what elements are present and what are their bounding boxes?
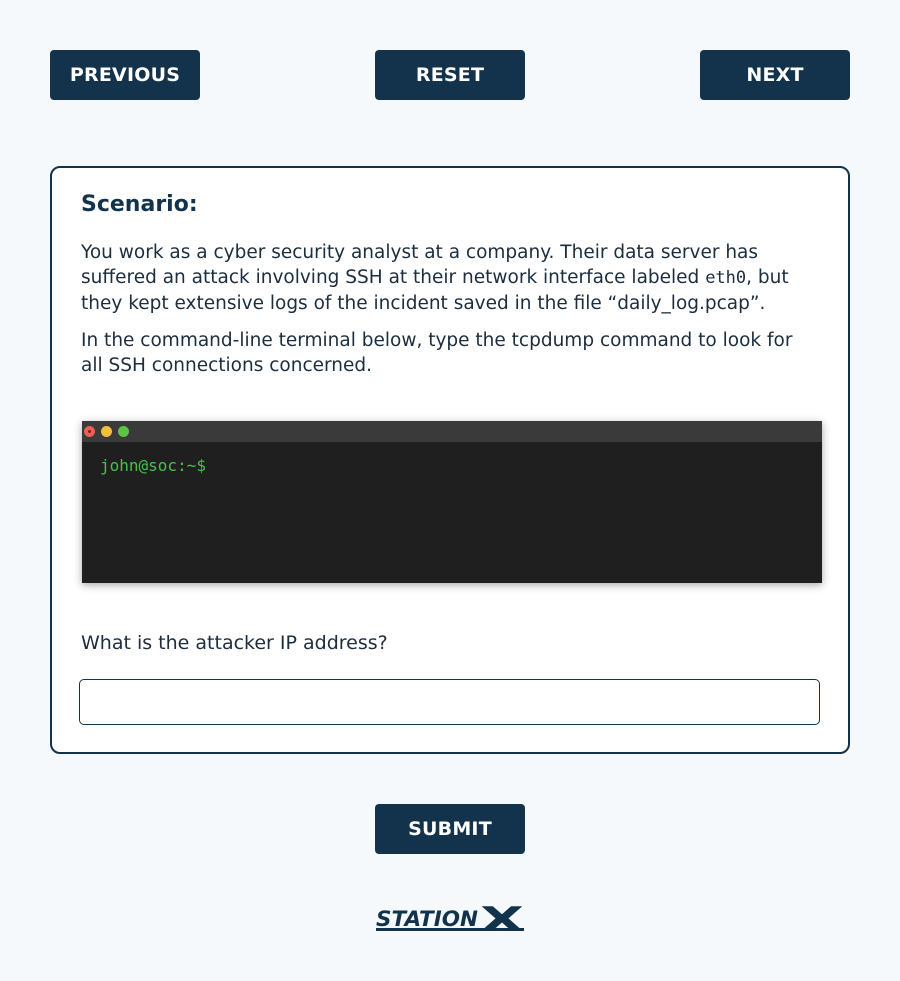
terminal-window[interactable] <box>82 421 822 583</box>
scenario-description <box>81 240 811 316</box>
scenario-card <box>50 166 850 754</box>
maximize-icon <box>118 426 129 437</box>
question-label: What is the attacker IP address? <box>81 632 388 654</box>
terminal-prompt: john@soc:~$ <box>100 456 206 475</box>
logo-x-mark: X <box>480 902 524 934</box>
scenario-text-start: You work as a cyber security analyst at a company. Their data server has suffered an attack involving SSH at their network interface labeled <box>81 242 759 288</box>
next-button[interactable]: NEXT <box>700 50 850 100</box>
answer-input[interactable] <box>79 679 820 725</box>
logo-text: STATION <box>376 907 479 931</box>
scenario-text-end: , but they kept extensive logs of the incident saved in the file “daily_log.pcap”. <box>81 267 789 314</box>
reset-button[interactable]: RESET <box>375 50 525 100</box>
scenario-instruction: In the command-line terminal below, type the tcpdump command to look for all SSH connections concerned. <box>81 330 793 376</box>
stationx-logo <box>376 902 526 934</box>
previous-button[interactable]: PREVIOUS <box>50 50 200 100</box>
minimize-icon <box>101 426 112 437</box>
terminal-body[interactable] <box>82 442 822 583</box>
interface-name: eth0 <box>705 268 747 288</box>
submit-button[interactable]: SUBMIT <box>375 804 525 854</box>
terminal-title-bar <box>82 421 822 442</box>
scenario-title: Scenario: <box>81 192 198 217</box>
close-icon <box>84 426 95 437</box>
